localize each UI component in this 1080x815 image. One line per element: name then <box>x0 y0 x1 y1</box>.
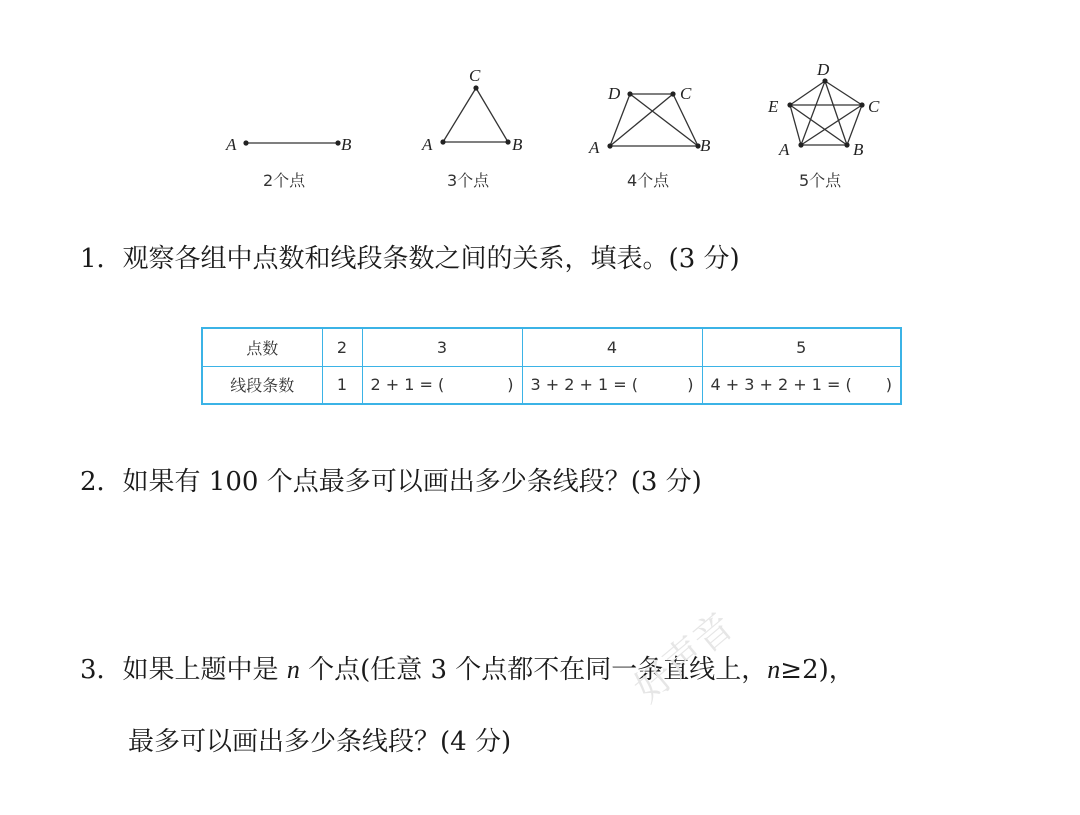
point-label-b: B <box>512 135 523 154</box>
point-label-a: A <box>779 140 790 159</box>
table-cell: 4 <box>522 328 702 366</box>
point-label-c: C <box>680 84 692 103</box>
question-number: 1． <box>80 244 123 274</box>
question-text: 个点(任意 3 个点都不在同一条直线上， <box>299 655 768 685</box>
expression: 2 + 1 = ( <box>370 375 445 395</box>
figure-4-points <box>588 84 711 190</box>
figure-3-points <box>421 66 523 190</box>
table-row-points <box>202 328 901 366</box>
point-label-b: B <box>700 136 711 155</box>
question-text: 观察各组中点数和线段条数之间的关系，填表。(3 分) <box>122 244 740 274</box>
question-1 <box>80 244 740 274</box>
figure-caption: 2个点 <box>263 171 306 190</box>
closing-paren: ) <box>885 375 892 395</box>
point-label-d: D <box>608 84 621 103</box>
table-cell: 2 <box>322 328 362 366</box>
question-3-line-2 <box>128 727 511 757</box>
figure-caption: 4个点 <box>627 171 670 190</box>
point-label-a: A <box>226 135 237 154</box>
question-text: ≥2)， <box>780 655 855 685</box>
question-text: 如果上题中是 <box>122 655 287 685</box>
question-number: 2． <box>80 467 123 497</box>
figure-caption: 3个点 <box>447 171 490 190</box>
question-2 <box>80 467 702 497</box>
point-line-figures <box>0 0 1080 210</box>
point-label-e: E <box>768 97 779 116</box>
figure-5-points <box>767 60 880 190</box>
expression: 4 + 3 + 2 + 1 = ( <box>710 375 852 395</box>
variable-n: n <box>286 655 300 684</box>
closing-paren: ) <box>687 375 694 395</box>
answer-cell[interactable] <box>522 366 702 404</box>
point-label-b: B <box>341 135 352 154</box>
variable-n: n <box>767 655 781 684</box>
points-segments-table <box>201 327 902 405</box>
point-label-c: C <box>469 66 481 85</box>
row-header: 点数 <box>202 328 322 366</box>
figure-caption: 5个点 <box>799 171 842 190</box>
table-cell: 1 <box>322 366 362 404</box>
table-cell: 3 <box>362 328 522 366</box>
watermark: 好声音 <box>625 603 742 711</box>
answer-cell[interactable] <box>702 366 901 404</box>
table-row-segments <box>202 366 901 404</box>
question-text: 如果有 100 个点最多可以画出多少条线段？(3 分) <box>122 467 702 497</box>
point-label-d: D <box>817 60 830 79</box>
closing-paren: ) <box>507 375 514 395</box>
question-number: 3． <box>80 655 123 685</box>
point-label-a: A <box>589 138 600 157</box>
question-text: 最多可以画出多少条线段？(4 分) <box>128 727 512 757</box>
answer-table-container <box>201 327 902 405</box>
table-cell: 5 <box>702 328 901 366</box>
point-label-b: B <box>853 140 864 159</box>
row-header: 线段条数 <box>202 366 322 404</box>
expression: 3 + 2 + 1 = ( <box>530 375 639 395</box>
figure-2-points <box>225 135 352 190</box>
point-label-a: A <box>422 135 433 154</box>
answer-cell[interactable] <box>362 366 522 404</box>
point-label-c: C <box>868 97 880 116</box>
